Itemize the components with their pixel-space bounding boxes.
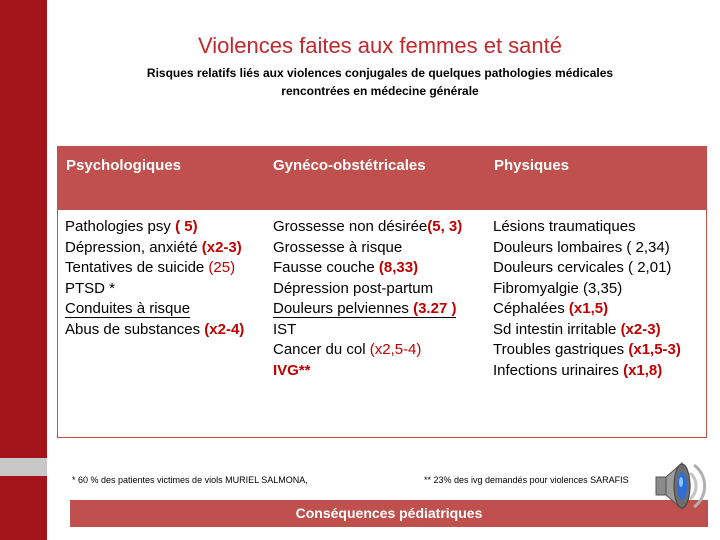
pathologies-table — [57, 146, 707, 438]
list-item: Douleurs pelviennes (3.27 ) — [273, 300, 457, 317]
list-item: Douleurs lombaires ( 2,34) — [493, 238, 670, 256]
left-accent-strip — [0, 458, 47, 476]
footnote-left: * 60 % des patientes victimes de viols MURIEL SALMONA, — [72, 475, 308, 485]
list-item: Abus de substances (x2-4) — [65, 320, 245, 338]
list-item: IVG** — [273, 361, 311, 379]
list-item: Infections urinaires (x1,8) — [493, 361, 663, 379]
table-header — [58, 147, 706, 210]
page-title: Violences faites aux femmes et santé — [197, 33, 562, 58]
column-gyneco — [273, 217, 462, 381]
header-gyneco: Gynéco-obstétricales — [273, 157, 426, 174]
column-physiques — [493, 217, 681, 381]
list-item: Céphalées (x1,5) — [493, 300, 609, 317]
pediatric-consequences-banner[interactable]: Conséquences pédiatriques — [70, 500, 708, 527]
list-item: Pathologies psy ( 5) — [65, 218, 198, 235]
page-subtitle — [60, 64, 700, 100]
footnote-right: ** 23% des ivg demandés pour violences SARAFIS — [424, 475, 629, 485]
list-item: Fibromyalgie (3,35) — [493, 279, 623, 297]
list-item: Dépression post-partum — [273, 279, 434, 297]
subtitle-line-2: rencontrées en médecine générale — [281, 84, 479, 98]
subtitle-line-1: Risques relatifs liés aux violences conjugales de quelques pathologies médicales — [146, 66, 614, 80]
list-item: Fausse couche (8,33) — [273, 259, 419, 276]
list-item: Conduites à risque — [65, 300, 191, 317]
list-item: Troubles gastriques (x1,5-3) — [493, 341, 681, 358]
column-psychologiques — [65, 217, 244, 340]
list-item: Cancer du col (x2,5-4) — [273, 341, 422, 358]
header-psychologiques: Psychologiques — [66, 157, 182, 174]
list-item: Sd intestin irritable (x2-3) — [493, 320, 661, 338]
list-item: Douleurs cervicales ( 2,01) — [493, 259, 672, 276]
list-item: Dépression, anxiété (x2-3) — [65, 238, 242, 256]
list-item: Grossesse non désirée(5, 3) — [273, 218, 463, 235]
list-item: Grossesse à risque — [273, 238, 403, 256]
list-item: Lésions traumatiques — [493, 218, 636, 235]
list-item: PTSD * — [65, 279, 116, 297]
list-item: Tentatives de suicide (25) — [65, 259, 236, 276]
header-physiques: Physiques — [494, 157, 570, 174]
list-item: IST — [273, 320, 297, 338]
speaker-icon[interactable] — [650, 455, 712, 517]
